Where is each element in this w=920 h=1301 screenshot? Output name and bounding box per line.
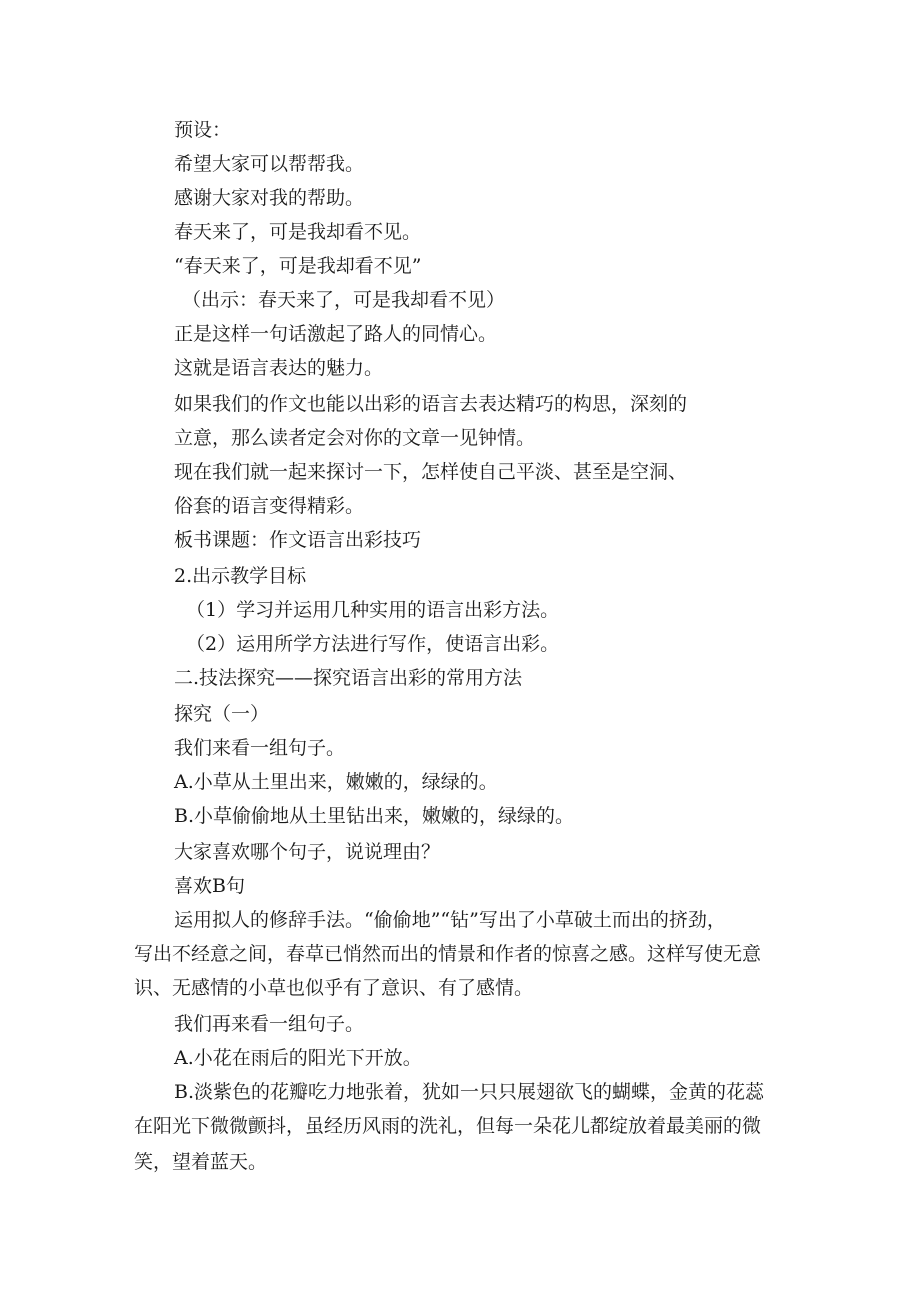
text-line: 运用拟人的修辞手法。“偷偷地”“钻”写出了小草破土而出的挤劲，	[174, 909, 726, 931]
text-line: （出示：春天来了，可是我却看不见）	[182, 289, 506, 311]
text-line: （2）运用所学方法进行写作，使语言出彩。	[186, 633, 560, 655]
text-line: 大家喜欢哪个句子，说说理由？	[174, 841, 441, 863]
text-line: 俗套的语言变得精彩。	[174, 495, 365, 517]
text-line: 如果我们的作文也能以出彩的语言去表达精巧的构思，深刻的	[174, 393, 688, 415]
text-line: 我们再来看一组句子。	[174, 1013, 365, 1035]
text-line: 喜欢B句	[174, 875, 245, 897]
text-line: （1）学习并运用几种实用的语言出彩方法。	[186, 599, 560, 621]
text-line: 二.技法探究——探究语言出彩的常用方法	[174, 667, 523, 689]
text-line: 预设：	[174, 119, 232, 141]
text-line: 写出不经意之间，春草已悄然而出的情景和作者的惊喜之感。这样写使无意	[134, 943, 762, 965]
text-line: A.小花在雨后的阳光下开放。	[174, 1047, 422, 1069]
text-line: 感谢大家对我的帮助。	[174, 187, 365, 209]
text-line: B.小草偷偷地从土里钻出来，嫩嫩的，绿绿的。	[174, 805, 575, 827]
text-line: A.小草从土里出来，嫩嫩的，绿绿的。	[174, 771, 498, 793]
text-line: 这就是语言表达的魅力。	[174, 357, 384, 379]
text-line: “春天来了，可是我却看不见”	[174, 255, 422, 277]
text-line: 春天来了，可是我却看不见。	[174, 221, 422, 243]
text-line: 立意，那么读者定会对你的文章一见钟情。	[174, 427, 536, 449]
text-line: 现在我们就一起来探讨一下，怎样使自己平淡、甚至是空洞、	[174, 461, 688, 483]
text-line: 我们来看一组句子。	[174, 737, 346, 759]
text-line: 探究（一）	[174, 703, 270, 725]
text-line: 识、无感情的小草也似乎有了意识、有了感情。	[134, 977, 534, 999]
text-line: 板书课题：作文语言出彩技巧	[174, 529, 422, 551]
text-line: 希望大家可以帮帮我。	[174, 153, 365, 175]
text-line: 在阳光下微微颤抖，虽经历风雨的洗礼，但每一朵花儿都绽放着最美丽的微	[134, 1115, 762, 1137]
text-line: 正是这样一句话激起了路人的同情心。	[174, 323, 498, 345]
text-line: B.淡紫色的花瓣吃力地张着，犹如一只只展翅欲飞的蝴蝶，金黄的花蕊	[174, 1081, 765, 1103]
text-line: 笑，望着蓝天。	[134, 1151, 268, 1173]
text-line: 2.出示教学目标	[174, 565, 307, 587]
